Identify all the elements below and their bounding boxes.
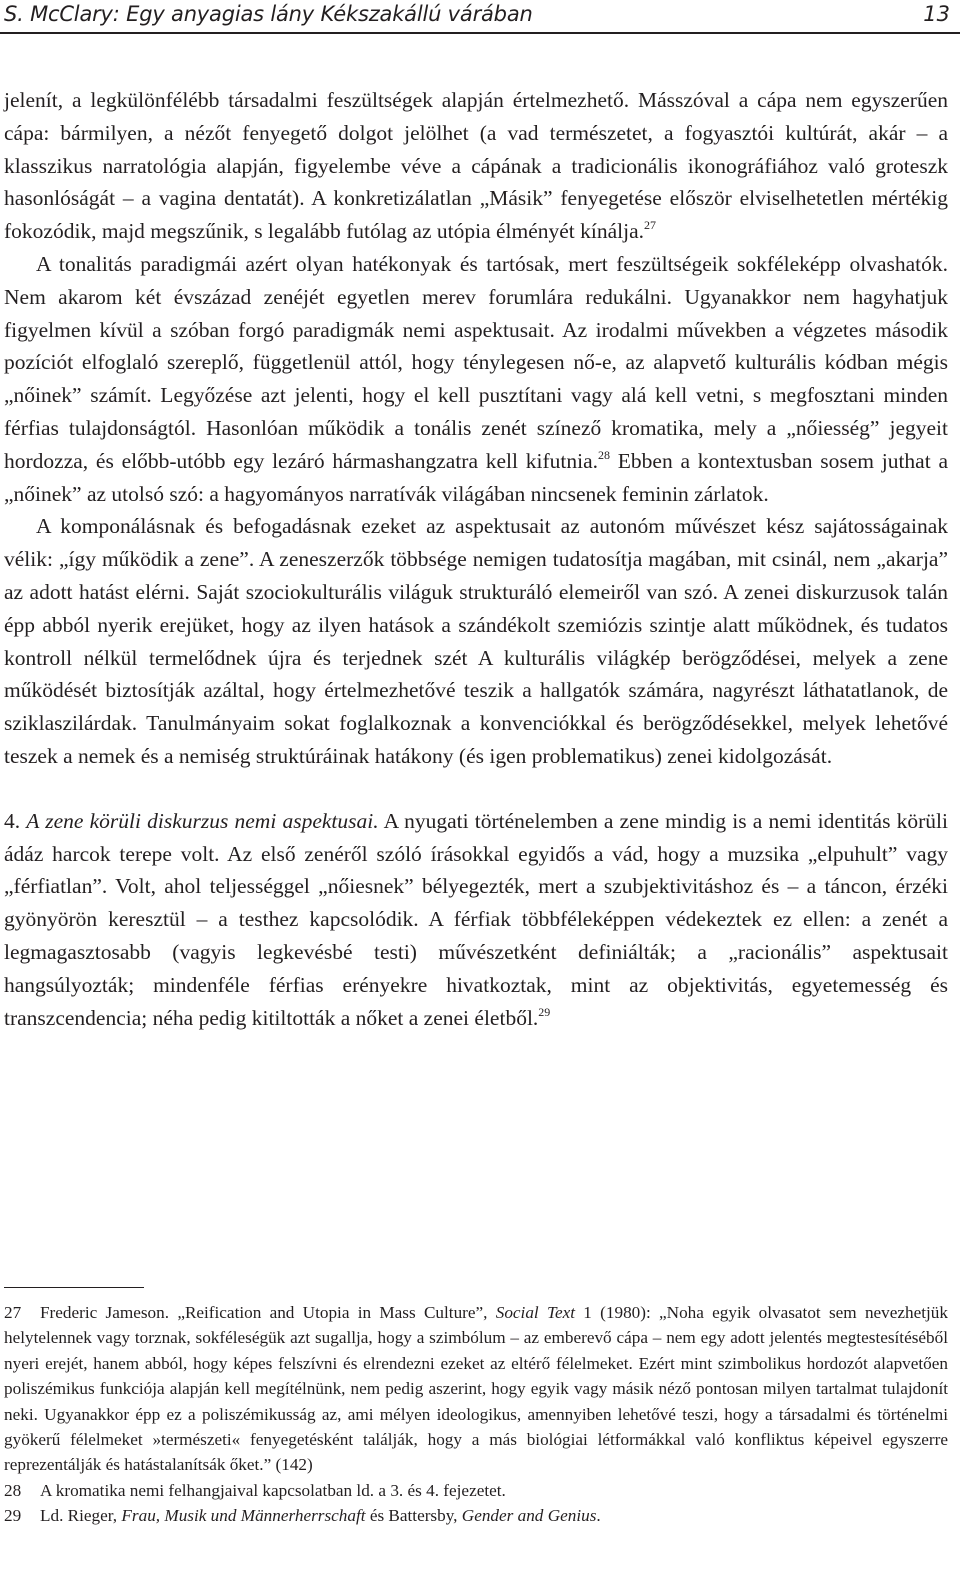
paragraph-text: A tonalitás paradigmái azért olyan hatékonyak és tartósak, mert feszültségeik sokféleképp olvashatók. Nem akarom két évszázad zenéjét egyetlen merev forumlára redukálni. Ugyanakkor nem hagyhatjuk figyelmen kívül a szóban forgó paradigmák nemi aspektusait. Az irodalmi művekben a végzetes második pozíciót elfoglaló szereplő, függetlenül attól, hogy ténylegesen nő-e, az alapvető kulturális kódban mégis „nőinek” számít. Legyőzése azt jelenti, hogy el kell pusztítani vagy alá kell vetni, s megfosztani minden férfias tulajdonságtól. Hasonlóan működik a tonális zenét színező kromatika, mely a „nőiesség” jegyeit hordozza, és előbb-utóbb egy lezáró hármashangzatra kell kifutnia. [4, 251, 948, 473]
journal-title: Social Text [495, 1303, 575, 1322]
footnote-text: 1 (1980): „Noha egyik olvasatot sem nevezhetjük helytelennek vagy torznak, sokféleségük azt sugallja, hogy a szimbólum – az emberevő cápa – nem egy adott jelentés megtestesítéséből nyeri erejét, hanem abból, hogy képes felszívni és elrendezni ezeket az eltérő félelmeket. Ezért mint szimbolikus hordozót alapvetően poliszémikus funkciója alapján kell megítélnünk, nem pedig aszerint, hogy egyik vagy másik néző pontosan milyen tartalmat tulajdonít neki. Ugyanakkor épp ez a poliszémikusság az, ami mélyen ideologikus, amennyiben lehetővé teszi, hogy a társadalmi és történelmi gyökerű félelmeket »természeti« fenyegetésként találják, hogy a más biológiai létformákkal való konfliktus képeivel egyszerre reprezentálják és hatástalanítsák őket.” (142) [4, 1303, 948, 1475]
footnote-28 [4, 1478, 948, 1503]
running-title: S. McClary: Egy anyagias lány Kékszakállú várában [4, 2, 533, 26]
running-header [0, 0, 960, 34]
book-title: Frau, Musik und Männerherrschaft [121, 1506, 366, 1526]
section-4 [4, 805, 948, 1035]
footnote-number: 28 [4, 1480, 22, 1500]
footnote-27 [4, 1300, 948, 1478]
footnote-text: Ld. Rieger, [40, 1506, 122, 1526]
paragraph-text: A nyugati történelemben a zene mindig is a nemi identitás körüli ádáz harcok terepe volt. Az első zenéről szóló írásokkal egyidős a vád, hogy a muzsika „elpuhult” vagy „férfiatlan”. Volt, ahol teljességgel „nőiesnek” bélyegezték, mert a szubjektivitáshoz és – a táncon, érzéki gyönyörön keresztül – a testhez kapcsolódik. A férfiak többféleképpen védekeztek ez ellen: a zenét a legmagasztosabb (vagyis legkevésbé testi) művészetként definiálták; a „racionális” aspektusait hangsúlyozták; mindenféle férfias erényekre hivatkoztak, mint az objektivitás, egyetemesség és transzcendencia; néha pedig kitiltották a nőket a zenei életből. [4, 808, 948, 1030]
section-title: A zene körüli diskurzus nemi aspektusai. [26, 808, 379, 833]
footnote-text: és Battersby, [365, 1506, 462, 1526]
paragraph-text: jelenít, a legkülönfélébb társadalmi feszültségek alapján értelmezhető. Másszóval a cápa nem egyszerűen cápa: bármilyen, a nézőt fenyegető dolgot jelölhet (a vad természetet, a fogyasztói kultúrát, akár – a klasszikus narratológia alapján, figyelembe véve a cápának a tradicionális ikonográfiához való groteszk hasonlóságát – a vagina dentatát). A konkretizálatlan „Másik” fenyegetése először elviselhetetlen mértékig fokozódik, majd megszűnik, s legalább futólag az utópia élményét kínálja. [4, 88, 948, 244]
book-title: Gender and Genius [461, 1506, 597, 1526]
footnote-number: 29 [4, 1506, 22, 1526]
footnote-ref-29[interactable]: 29 [538, 1004, 551, 1019]
paragraph-text: Ebben a kontextusban sosem juthat a „nőinek” az utolsó szó: a hagyományos narratívák világában nincsenek feminin zárlatok. [4, 448, 949, 506]
section-number: 4. [4, 808, 21, 833]
footnotes [4, 1300, 948, 1529]
paragraph-text: A komponálásnak és befogadásnak ezeket az aspektusait az autonóm művészet kész sajátosságainak vélik: „így működik a zene”. A zeneszerzők többsége nemigen tudatosítja magában, mit csinál, nem „akarja” az adott hatást elérni. Saját szociokulturális világuk strukturáló elemeiről van szó. A zenei diskurzusok talán épp abból nyerik erejüket, hogy az ilyen hatások a szándékolt szemiózis szintje alatt működnek, és tudatos kontroll nélkül termelődnek újra és terjednek szét A kulturális világkép berögződései, melyek a zene működését biztosítják azáltal, hogy értelmezhetővé teszik a hallgatók számára, nagyrészt láthatatlanok, de sziklaszilárdak. Tanulmányaim sokat foglalkoznak a konvenciókkal és berögződésekkel, melyek lehetővé teszek a nemek és a nemiség struktúráinak hatákony (és igen problematikus) zenei kidolgozását. [4, 514, 948, 768]
footnote-text: Frederic Jameson. „Reification and Utopia in Mass Culture”, [40, 1303, 496, 1322]
footnote-text: A kromatika nemi felhangjaival kapcsolatban ld. a 3. és 4. fejezetet. [40, 1480, 506, 1500]
paragraph [4, 84, 948, 248]
footnote-text: . [596, 1506, 601, 1526]
footnote-ref-28[interactable]: 28 [598, 447, 611, 462]
main-text [4, 84, 948, 1034]
footnote-ref-27[interactable]: 27 [644, 218, 657, 233]
page-number: 13 [923, 2, 950, 26]
paragraph [4, 248, 948, 510]
paragraph [4, 510, 948, 772]
footnote-number: 27 [4, 1303, 22, 1322]
footnote-divider [4, 1287, 144, 1288]
footnote-29 [4, 1503, 948, 1528]
